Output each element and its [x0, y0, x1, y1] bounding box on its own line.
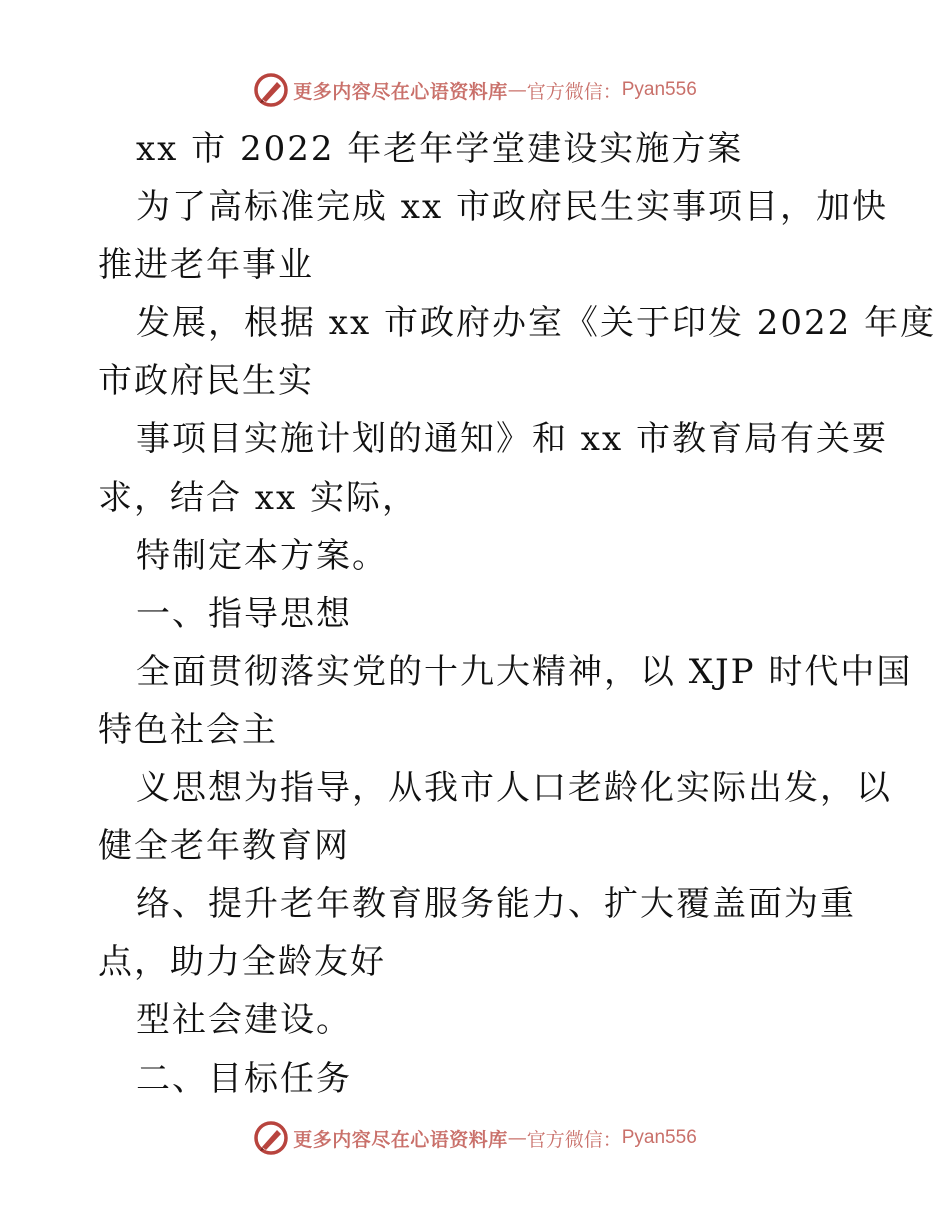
- pen-logo-icon: [253, 72, 289, 108]
- watermark-separator: —: [507, 79, 527, 101]
- watermark-separator: —: [507, 1127, 527, 1149]
- text-line: 一、指导思想: [136, 593, 352, 634]
- watermark-banner-top: [0, 70, 950, 110]
- text-line: 市政府民生实: [98, 361, 314, 402]
- text-line: xx 市 2022 年老年学堂建设实施方案: [136, 129, 744, 169]
- watermark-wechat-id: Pyan556: [621, 79, 697, 100]
- text-line: 推进老年事业: [98, 245, 314, 286]
- text-line: 络、提升老年教育服务能力、扩大覆盖面为重: [136, 884, 856, 925]
- document-body: [98, 120, 937, 1108]
- watermark-text: 更多内容尽在心语资料库: [293, 1128, 508, 1151]
- text-line: 事项目实施计划的通知》和 xx 市教育局有关要: [136, 419, 888, 460]
- text-line: 健全老年教育网: [98, 826, 350, 867]
- text-line: 特色社会主: [98, 709, 278, 750]
- text-line: 点，助力全龄友好: [98, 942, 386, 983]
- text-line: 义思想为指导，从我市人口老龄化实际出发，以: [136, 768, 892, 809]
- text-line: 型社会建设。: [136, 1000, 352, 1041]
- watermark-text: 更多内容尽在心语资料库: [293, 80, 508, 103]
- text-line: 全面贯彻落实党的十九大精神，以 XJP 时代中国: [136, 651, 913, 692]
- watermark-wechat-id: Pyan556: [621, 1127, 697, 1148]
- watermark-wechat-label: 官方微信：: [526, 80, 622, 103]
- text-line: 特制定本方案。: [136, 535, 388, 576]
- text-line: 求，结合 xx 实际，: [98, 477, 418, 518]
- watermark-banner-bottom: [0, 1118, 950, 1158]
- text-line: 发展，根据 xx 市政府办室《关于印发 2022 年度: [136, 303, 937, 344]
- watermark-wechat-label: 官方微信：: [526, 1128, 622, 1151]
- text-line: 为了高标准完成 xx 市政府民生实事项目，加快: [136, 187, 888, 228]
- text-line: 二、目标任务: [136, 1058, 352, 1099]
- pen-logo-icon: [253, 1120, 289, 1156]
